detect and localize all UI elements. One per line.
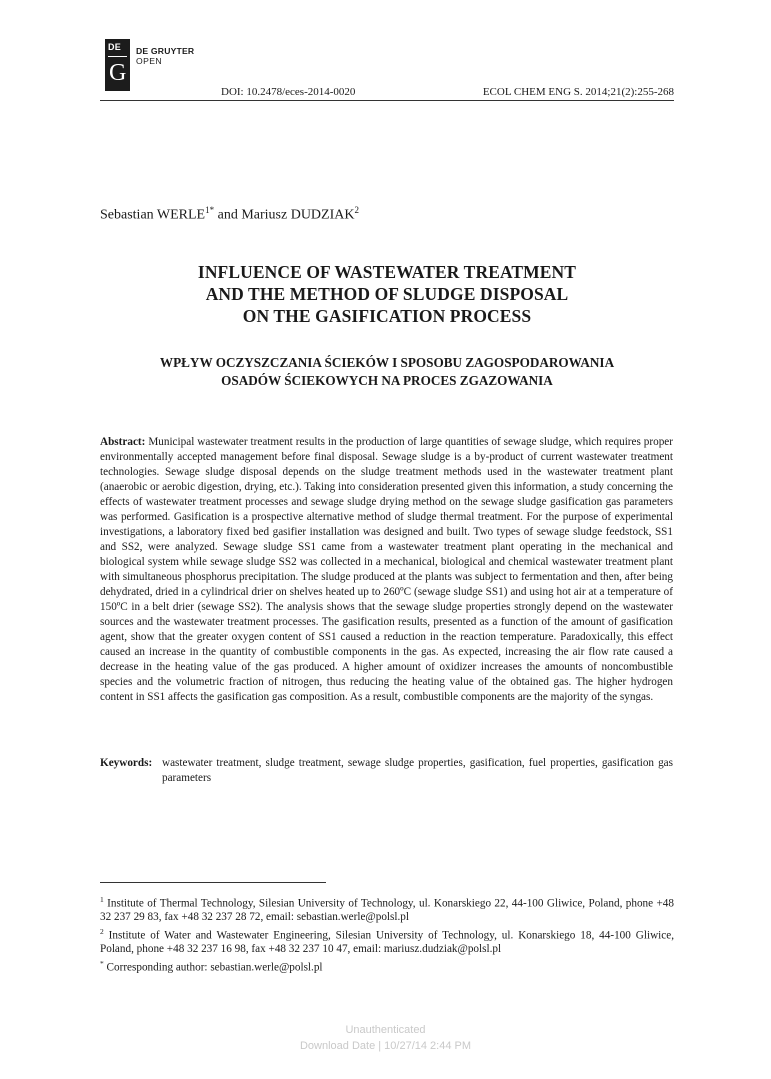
footnote-divider — [100, 882, 326, 883]
footnote-affiliation-1 — [100, 893, 674, 925]
footnote-text: Institute of Thermal Technology, Silesian University of Technology, ul. Konarskiego 22, 44-100 Gliwice, Poland, phone +48 32 237 29 83, fax +48 32 237 28 72, email: sebastian.werle@polsl.pl — [100, 897, 674, 924]
abstract — [100, 435, 673, 705]
paper-title — [100, 261, 674, 327]
affiliation-marker: 1* — [205, 205, 215, 215]
logo-mark-bottom: G — [109, 60, 127, 86]
author-name: Sebastian WERLE — [100, 207, 206, 223]
subtitle-line: WPŁYW OCZYSZCZANIA ŚCIEKÓW I SPOSOBU ZAGOSPODAROWANIA — [159, 355, 615, 370]
subtitle-line: OSADÓW ŚCIEKOWYCH NA PROCES ZGAZOWANIA — [221, 373, 553, 388]
doi[interactable]: DOI: 10.2478/eces-2014-0020 — [221, 86, 356, 98]
footnote-text: Institute of Water and Wastewater Engineering, Silesian University of Technology, ul. Konarskiego 18, 44-100 Gliwice, Poland, phone +48 32 237 16 98, fax +48 32 237 10 47, email: mariusz.dudziak@polsl.pl — [100, 929, 674, 956]
title-line: ON THE GASIFICATION PROCESS — [242, 306, 532, 326]
footnote-marker: 2 — [100, 926, 104, 936]
author-line — [100, 205, 359, 224]
journal-citation: ECOL CHEM ENG S. 2014;21(2):255-268 — [482, 86, 674, 98]
keywords-label: Keywords: — [100, 757, 153, 769]
abstract-text: Municipal wastewater treatment results in the production of large quantities of sewage sludge, which requires proper environmentally accepted management before final disposal. Sewage sludge is a by-product of current wastewater treatment technologies. Sewage sludge disposal depends on the sludge treatment methods used in the wastewater treatment plant (anaerobic or aerobic digestion, drying, etc.). Taking into consideration presented given this information, a study concerning the effects of wastewater treatment processes and sewage sludge drying method on the sewage sludge gasification gas parameters was performed. Gasification is a prospective alternative method of sludge thermal treatment. For the purpose of experimental investigations, a laboratory fixed bed gasifier installation was designed and built. Two types of sewage sludge feedstock, SS1 and SS2, were analyzed. Sewage sludge SS1 came from a wastewater treatment plant operating in the mechanical and biological system while sewage sludge SS2 was collected in a mechanical, biological and chemical wastewater treatment plant with simultaneous phosphorus precipitation. The sludge produced at the plants was subject to fermentation and then, after being dehydrated, dried in a cylindrical drier on shelves heated up to 260ºC (sewage sludge SS1) and using hot air at a temperature of 150ºC in a belt drier (sewage SS2). The analysis shows that the sewage sludge properties strongly depend on the wastewater sources and the wastewater treatment processes. The gasification results, presented as a function of the amount of gasification agent, show that the greater oxygen content of SS1 caused a reduction in the reaction temperature. Paradoxically, this effect caused an increase in the quantity of combustible components in the gas. As expected, increasing the air flow rate caused a decrease in the heating value of the gas produced. A higher amount of oxidizer increases the amounts of noncombustible species and the volumetric fraction of nitrogen, thus reducing the heating value of the obtained gas. The higher hydrogen content in SS1 affects the gasification gas composition. As a result, combustible components are the majority of the syngas. — [100, 436, 673, 703]
logo-mark-top: DE — [108, 42, 122, 52]
footnote-marker: 1 — [100, 895, 104, 904]
watermark-line: Unauthenticated — [345, 1024, 426, 1036]
author-name: Mariusz DUDZIAK — [241, 207, 355, 223]
title-line: INFLUENCE OF WASTEWATER TREATMENT — [197, 262, 577, 282]
publisher-name: DE GRUYTER — [136, 46, 195, 56]
title-line: AND THE METHOD OF SLUDGE DISPOSAL — [205, 284, 569, 304]
author-conjunction: and — [214, 207, 242, 223]
publisher-imprint: OPEN — [136, 56, 162, 66]
publisher-logo — [105, 39, 130, 91]
footnote-affiliation-2 — [100, 925, 674, 957]
logo-divider — [108, 56, 127, 57]
footnote-corresponding — [100, 957, 674, 975]
watermark-line: Download Date | 10/27/14 2:44 PM — [299, 1040, 472, 1052]
keywords-text: wastewater treatment, sludge treatment, sewage sludge properties, gasification, fuel properties, gasification gas parameters — [162, 757, 673, 784]
footnotes — [100, 893, 674, 975]
header-divider — [100, 100, 674, 101]
paper-subtitle-polish — [100, 354, 674, 390]
keywords — [100, 756, 673, 786]
footnote-text: Corresponding author: sebastian.werle@polsl.pl — [103, 961, 323, 974]
abstract-label: Abstract: — [100, 436, 146, 448]
footnote-marker: * — [100, 958, 104, 968]
affiliation-marker: 2 — [354, 205, 359, 215]
